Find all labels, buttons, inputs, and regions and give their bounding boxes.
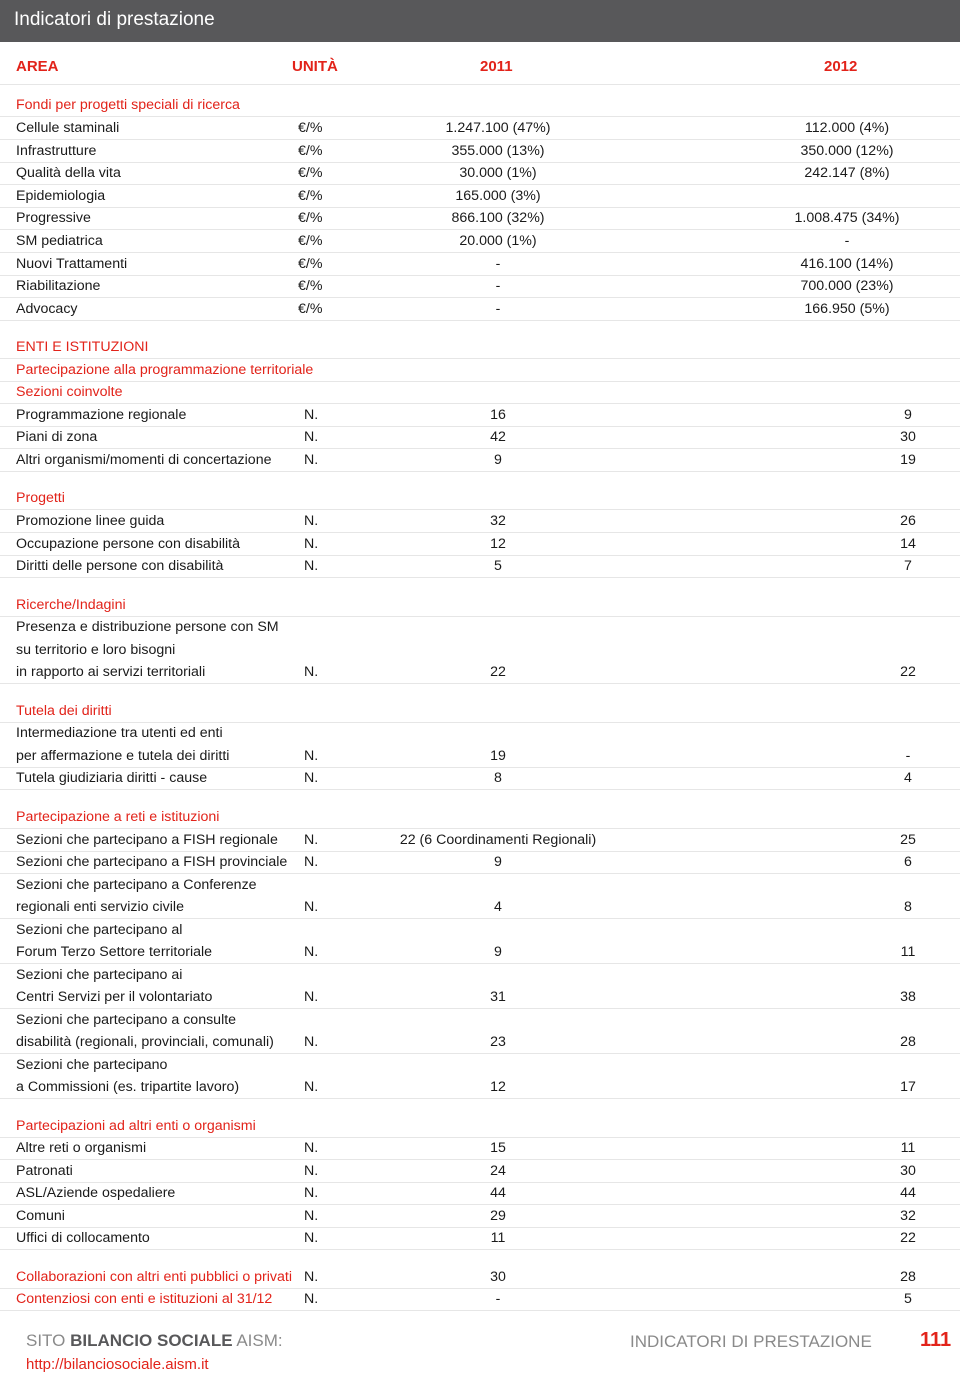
row-label: Riabilitazione: [16, 278, 101, 294]
row-label: ASL/Aziende ospedaliere: [16, 1185, 176, 1201]
row-label: Sezioni che partecipano al: [16, 922, 183, 938]
row-value-2011: 23: [490, 1034, 506, 1050]
table-row-prefix: [0, 1054, 960, 1076]
table-row: [0, 1227, 960, 1250]
row-value-2011: 9: [494, 944, 502, 960]
table-row: [0, 1031, 960, 1054]
row-unit: N.: [304, 1230, 319, 1246]
table-row: [0, 207, 960, 230]
section-title: Fondi per progetti speciali di ricerca: [16, 97, 240, 113]
row-unit: N.: [304, 513, 319, 529]
row-label: Sezioni che partecipano a FISH regionale: [16, 832, 278, 848]
row-value-2011: 30: [490, 1269, 506, 1285]
row-value-2012: 166.950 (5%): [804, 301, 890, 317]
footer-url-link[interactable]: http://bilanciosociale.aism.it: [26, 1356, 209, 1373]
table-row: [0, 404, 960, 427]
table-row: [0, 298, 960, 321]
row-unit: N.: [304, 1034, 319, 1050]
row-unit: N.: [304, 1291, 319, 1307]
row-value-2011: 4: [494, 899, 502, 915]
row-unit: N.: [304, 452, 319, 468]
row-value-2012: 11: [900, 944, 916, 960]
row-value-2011: 20.000 (1%): [459, 233, 537, 249]
row-value-2011: 29: [490, 1208, 506, 1224]
row-value-2012: 700.000 (23%): [800, 278, 894, 294]
row-label: Altre reti o organismi: [16, 1140, 147, 1156]
row-label: Infrastrutture: [16, 143, 97, 159]
row-value-2011: 24: [490, 1163, 506, 1179]
row-value-2012: 32: [900, 1208, 916, 1224]
row-value-2011: 44: [490, 1185, 506, 1201]
row-unit: €/%: [298, 278, 323, 294]
table-row-prefix: [0, 919, 960, 941]
table-row: [0, 661, 960, 684]
table-row: [0, 1137, 960, 1160]
section-title: Progetti: [16, 490, 65, 506]
page-footer: [0, 1326, 960, 1378]
row-value-2012: 8: [904, 899, 912, 915]
footer-site-suffix: AISM:: [232, 1331, 283, 1350]
row-unit: N.: [304, 558, 319, 574]
row-value-2011: 22: [490, 664, 506, 680]
table-row: [0, 1266, 960, 1289]
row-label: Altri organismi/momenti di concertazione: [16, 452, 272, 468]
title-bar: [0, 0, 960, 42]
row-label: Occupazione persone con disabilità: [16, 536, 240, 552]
table-row: [0, 230, 960, 253]
section-title: Partecipazione a reti e istituzioni: [16, 809, 220, 825]
row-label: Piani di zona: [16, 429, 98, 445]
row-value-2011: -: [495, 256, 501, 272]
row-label: Nuovi Trattamenti: [16, 256, 128, 272]
row-unit: N.: [304, 1079, 319, 1095]
row-value-2012: 30: [900, 1163, 916, 1179]
table-row: [0, 851, 960, 874]
row-unit: €/%: [298, 188, 323, 204]
row-label: Epidemiologia: [16, 188, 106, 204]
row-unit: N.: [304, 1269, 319, 1285]
row-unit: €/%: [298, 233, 323, 249]
row-unit: €/%: [298, 165, 323, 181]
row-label: Collaborazioni con altri enti pubblici o privati: [16, 1269, 293, 1285]
row-value-2012: 25: [900, 832, 916, 848]
row-unit: €/%: [298, 210, 323, 226]
row-label: Intermediazione tra utenti ed enti: [16, 725, 223, 741]
table-row: [0, 1160, 960, 1183]
row-value-2011: 32: [490, 513, 506, 529]
row-value-2012: 350.000 (12%): [800, 143, 894, 159]
row-value-2011: 5: [494, 558, 502, 574]
table-row: [0, 117, 960, 140]
table-row: [0, 941, 960, 964]
row-label: SM pediatrica: [16, 233, 103, 249]
footer-site-name: BILANCIO SOCIALE: [70, 1331, 233, 1350]
footer-site-label: [26, 1331, 283, 1351]
row-label: a Commissioni (es. tripartite lavoro): [16, 1079, 240, 1095]
row-value-2011: 12: [490, 536, 506, 552]
row-label: Diritti delle persone con disabilità: [16, 558, 224, 574]
table-row-prefix: [0, 722, 960, 744]
table-row: [0, 1182, 960, 1205]
row-value-2012: 416.100 (14%): [800, 256, 894, 272]
row-value-2011: -: [495, 1291, 501, 1307]
header-rule: [0, 84, 960, 85]
row-value-2012: 112.000 (4%): [804, 120, 890, 136]
row-label: Centri Servizi per il volontariato: [16, 989, 213, 1005]
footer-site-prefix: SITO: [26, 1331, 71, 1350]
row-unit: N.: [304, 1140, 319, 1156]
table-row: [0, 1288, 960, 1311]
row-label: Advocacy: [16, 301, 78, 317]
row-unit: N.: [304, 664, 319, 680]
table-row: [0, 426, 960, 449]
row-label: Forum Terzo Settore territoriale: [16, 944, 213, 960]
row-label: Programmazione regionale: [16, 407, 187, 423]
row-value-2011: 16: [490, 407, 506, 423]
section-heading: [0, 94, 960, 117]
row-value-2012: 30: [900, 429, 916, 445]
row-value-2012: 6: [904, 854, 912, 870]
row-value-2011: 8: [494, 770, 502, 786]
section-subheading: [0, 359, 960, 382]
section-heading: [0, 594, 960, 617]
row-label: Sezioni che partecipano a Conferenze: [16, 877, 257, 893]
row-value-2012: 22: [900, 664, 916, 680]
row-unit: N.: [304, 1185, 319, 1201]
row-unit: N.: [304, 536, 319, 552]
section-heading: [0, 336, 960, 359]
row-label: Sezioni che partecipano ai: [16, 967, 183, 983]
row-value-2012: 4: [904, 770, 912, 786]
row-label: Cellule staminali: [16, 120, 120, 136]
row-value-2011: 22 (6 Coordinamenti Regionali): [399, 832, 597, 848]
section-heading: [0, 806, 960, 829]
row-unit: N.: [304, 899, 319, 915]
row-unit: N.: [304, 748, 319, 764]
row-label: Qualità della vita: [16, 165, 121, 181]
row-value-2011: 12: [490, 1079, 506, 1095]
row-value-2011: 15: [490, 1140, 506, 1156]
section-title: Ricerche/Indagini: [16, 597, 126, 613]
row-value-2012: 7: [904, 558, 912, 574]
row-value-2012: 26: [900, 513, 916, 529]
table-row: [0, 555, 960, 578]
row-label: Progressive: [16, 210, 91, 226]
row-label: per affermazione e tutela dei diritti: [16, 748, 230, 764]
row-value-2012: -: [905, 748, 911, 764]
row-label: Sezioni che partecipano a consulte: [16, 1012, 237, 1028]
row-value-2011: -: [495, 278, 501, 294]
row-unit: €/%: [298, 301, 323, 317]
row-value-2011: 866.100 (32%): [451, 210, 545, 226]
row-value-2011: 9: [494, 452, 502, 468]
row-unit: €/%: [298, 256, 323, 272]
row-value-2011: 30.000 (1%): [459, 165, 537, 181]
row-value-2012: 1.008.475 (34%): [794, 210, 900, 226]
section-title: ENTI E ISTITUZIONI: [16, 339, 149, 355]
section-title: Tutela dei diritti: [16, 703, 112, 719]
table-row: [0, 140, 960, 163]
row-value-2012: 11: [900, 1140, 916, 1156]
table-row: [0, 829, 960, 852]
row-label: Presenza e distribuzione persone con SM: [16, 619, 279, 635]
row-unit: N.: [304, 407, 319, 423]
row-value-2011: 9: [494, 854, 502, 870]
section-heading: [0, 700, 960, 723]
table-row: [0, 767, 960, 790]
table-row: [0, 449, 960, 472]
row-value-2012: 19: [900, 452, 916, 468]
row-value-2012: 5: [904, 1291, 912, 1307]
row-value-2012: 38: [900, 989, 916, 1005]
row-unit: N.: [304, 989, 319, 1005]
row-value-2012: 9: [904, 407, 912, 423]
row-value-2012: 44: [900, 1185, 916, 1201]
table-row-prefix: [0, 639, 960, 661]
row-value-2012: 28: [900, 1269, 916, 1285]
table-row: [0, 275, 960, 298]
row-value-2012: 14: [900, 536, 916, 552]
row-value-2011: 165.000 (3%): [455, 188, 541, 204]
row-value-2012: -: [844, 233, 850, 249]
header-unit: UNITÀ: [292, 58, 338, 75]
row-value-2011: 355.000 (13%): [451, 143, 545, 159]
table-row: [0, 253, 960, 276]
section-subheading: [0, 381, 960, 404]
row-value-2012: 22: [900, 1230, 916, 1246]
row-label: Sezioni che partecipano: [16, 1057, 168, 1073]
table-row: [0, 185, 960, 208]
row-label: Sezioni che partecipano a FISH provinciale: [16, 854, 288, 870]
row-label: regionali enti servizio civile: [16, 899, 184, 915]
row-label: Uffici di collocamento: [16, 1230, 150, 1246]
row-unit: N.: [304, 1208, 319, 1224]
table-row-prefix: [0, 616, 960, 638]
table-row: [0, 986, 960, 1009]
table-row: [0, 510, 960, 533]
footer-section-label: INDICATORI DI PRESTAZIONE: [630, 1332, 872, 1351]
table-row: [0, 1205, 960, 1228]
row-unit: €/%: [298, 143, 323, 159]
row-unit: N.: [304, 429, 319, 445]
row-unit: N.: [304, 1163, 319, 1179]
row-value-2012: 17: [900, 1079, 916, 1095]
section-subtitle: Partecipazione alla programmazione territoriale: [16, 362, 314, 378]
section-title: Partecipazioni ad altri enti o organismi: [16, 1118, 256, 1134]
row-value-2011: 11: [490, 1230, 506, 1246]
row-unit: N.: [304, 770, 319, 786]
section-heading: [0, 487, 960, 510]
page-title: Indicatori di prestazione: [14, 9, 215, 30]
row-unit: €/%: [298, 120, 323, 136]
row-value-2012: 242.147 (8%): [804, 165, 890, 181]
table-row: [0, 896, 960, 919]
row-unit: N.: [304, 832, 319, 848]
row-unit: N.: [304, 944, 319, 960]
row-label: disabilità (regionali, provinciali, comunali): [16, 1034, 274, 1050]
header-2012: 2012: [824, 58, 858, 75]
table-row-prefix: [0, 1009, 960, 1031]
section-heading: [0, 1115, 960, 1138]
table-row: [0, 745, 960, 768]
row-label: Tutela giudiziaria diritti - cause: [16, 770, 208, 786]
row-label: Comuni: [16, 1208, 65, 1224]
row-value-2011: 19: [490, 748, 506, 764]
row-value-2011: -: [495, 301, 501, 317]
row-label: in rapporto ai servizi territoriali: [16, 664, 206, 680]
table-row: [0, 162, 960, 185]
row-unit: N.: [304, 854, 319, 870]
row-value-2011: 42: [490, 429, 506, 445]
header-2011: 2011: [480, 58, 513, 75]
row-value-2011: 31: [490, 989, 506, 1005]
page-number: 111: [920, 1329, 952, 1351]
row-label: Promozione linee guida: [16, 513, 165, 529]
section-subtitle: Sezioni coinvolte: [16, 384, 123, 400]
row-label: su territorio e loro bisogni: [16, 642, 176, 658]
row-value-2011: 1.247.100 (47%): [445, 120, 551, 136]
row-value-2012: 28: [900, 1034, 916, 1050]
header-area: AREA: [16, 58, 59, 75]
row-label: Patronati: [16, 1163, 73, 1179]
table-row: [0, 1076, 960, 1099]
row-label: Contenziosi con enti e istituzioni al 31/12: [16, 1291, 273, 1307]
table-row-prefix: [0, 964, 960, 986]
table-row-prefix: [0, 874, 960, 896]
table-row: [0, 533, 960, 556]
